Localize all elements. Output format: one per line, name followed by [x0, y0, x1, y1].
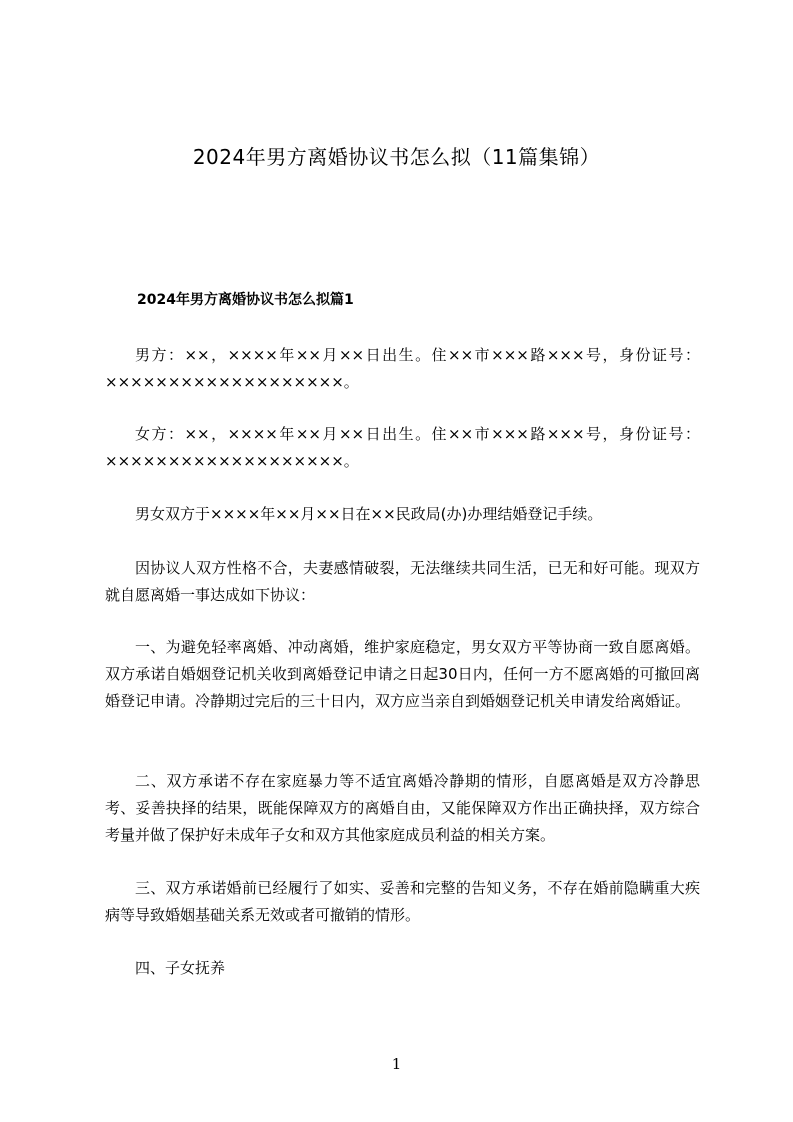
paragraph-husband-info: 男方：××，××××年××月××日出生。住××市×××路×××号，身份证号：×××××××××××××××××××。 [105, 346, 700, 391]
paragraph-clause-4-heading: 四、子女抚养 [135, 959, 226, 977]
paragraph-divorce-reason: 因协议人双方性格不合，夫妻感情破裂，无法继续共同生活，已无和好可能。现双方就自愿离婚一事达成如下协议： [105, 559, 700, 604]
paragraph-clause-2: 二、双方承诺不存在家庭暴力等不适宜离婚冷静期的情形，自愿离婚是双方冷静思考、妥善抉择的结果，既能保障双方的离婚自由，又能保障双方作出正确抉择，双方综合考量并做了保护好未成年子女和双方其他家庭成员利益的相关方案。 [105, 772, 700, 844]
document-title: 2024年男方离婚协议书怎么拟（11篇集锦） [192, 145, 601, 169]
paragraph-clause-1: 一、为避免轻率离婚、冲动离婚，维护家庭稳定，男女双方平等协商一致自愿离婚。双方承诺自婚姻登记机关收到离婚登记申请之日起30日内，任何一方不愿离婚的可撤回离婚登记申请。冷静期过完后的三十日内，双方应当亲自到婚姻登记机关申请发给离婚证。 [105, 638, 700, 710]
page-number: 1 [391, 1055, 402, 1073]
paragraph-wife-info: 女方：××，××××年××月××日出生。住××市×××路×××号，身份证号：×××××××××××××××××××。 [105, 425, 700, 470]
paragraph-clause-3: 三、双方承诺婚前已经履行了如实、妥善和完整的告知义务，不存在婚前隐瞒重大疾病等导致婚姻基础关系无效或者可撤销的情形。 [105, 879, 700, 924]
paragraph-marriage-registration: 男女双方于××××年××月××日在××民政局(办)办理结婚登记手续。 [135, 505, 603, 523]
section-heading: 2024年男方离婚协议书怎么拟篇1 [137, 292, 354, 308]
